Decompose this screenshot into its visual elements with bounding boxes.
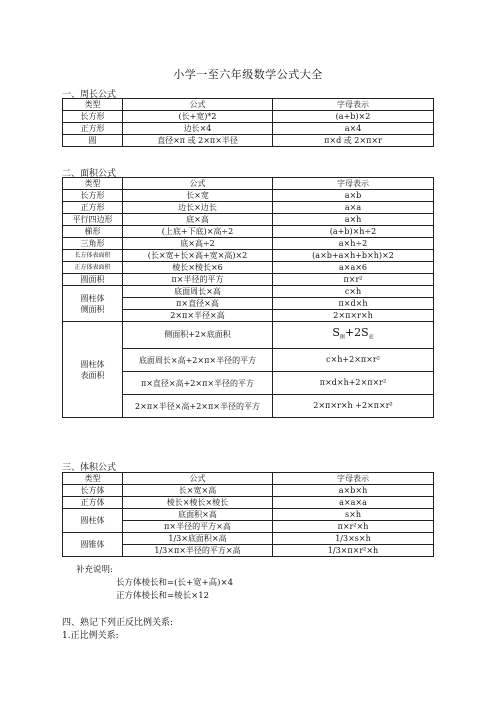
table-row <box>63 497 434 509</box>
cell-letters: s×h <box>273 509 434 521</box>
letters-part: S <box>332 325 340 339</box>
header-letters: 字母表示 <box>273 473 434 485</box>
section-heading-relations: 四、熟记下列正反比例关系: <box>62 618 174 628</box>
cell-letters: a×b×h <box>273 485 434 497</box>
cell-formula: π×直径×高+2×π×半径的平方 <box>123 372 273 395</box>
table-row <box>63 286 434 298</box>
section-heading-volume: 三、体积公式 <box>62 463 117 473</box>
cell-formula: π×半径的平方 <box>123 274 273 286</box>
cell-letters: 1/3×s×h <box>273 533 434 545</box>
cell-letters: π×r² <box>273 274 434 286</box>
cell-letters: c×h <box>273 286 434 298</box>
cell-letters: (a+b)×h÷2 <box>273 226 434 238</box>
table-row <box>63 226 434 238</box>
perimeter-table <box>62 98 434 147</box>
letters-sub: 侧 <box>339 334 345 341</box>
table-row <box>63 190 434 202</box>
cell-type: 长方体 <box>63 485 123 497</box>
cell-letters: (a×b+a×h+b×h)×2 <box>273 250 434 262</box>
cell-formula: 侧面积+2×底面积 <box>123 322 273 349</box>
cell-type: 梯形 <box>63 226 123 238</box>
section-heading-area: 二、面积公式 <box>62 169 117 179</box>
table-row <box>63 262 434 274</box>
table-row <box>63 533 434 545</box>
header-formula: 公式 <box>123 473 273 485</box>
cell-letters: a×a <box>273 202 434 214</box>
cell-formula: 边长×边长 <box>123 202 273 214</box>
cell-type-cylinder-side <box>63 286 123 322</box>
cell-formula: π×半径的平方×高 <box>123 521 273 533</box>
cell-type: 正方体 <box>63 497 123 509</box>
cell-formula: 直径×π 或 2×π×半径 <box>123 135 273 147</box>
cell-letters: a×a×6 <box>273 262 434 274</box>
cell-formula: 长×宽×高 <box>123 485 273 497</box>
table-header-row <box>63 473 434 485</box>
cell-formula: (长×宽+长×高+宽×高)×2 <box>123 250 273 262</box>
header-formula: 公式 <box>123 99 273 111</box>
cell-type: 圆面积 <box>63 274 123 286</box>
cell-formula: (长+宽)*2 <box>123 111 273 123</box>
header-formula: 公式 <box>123 178 273 190</box>
letters-part: +2S <box>344 325 369 339</box>
volume-table <box>62 472 434 557</box>
cell-type: 长方形 <box>63 111 123 123</box>
cell-letters: π×d 或 2×π×r <box>273 135 434 147</box>
table-header-row <box>63 99 434 111</box>
notes-line: 长方体棱长和=(长+宽+高)×4 <box>116 578 234 588</box>
cell-type-line: 侧面积 <box>80 304 105 314</box>
cell-letters: a×b <box>273 190 434 202</box>
table-row <box>63 135 434 147</box>
cell-letters: π×d×h <box>273 298 434 310</box>
header-letters: 字母表示 <box>273 178 434 190</box>
cell-formula: 棱长×棱长×棱长 <box>123 497 273 509</box>
cell-letters: a×4 <box>273 123 434 135</box>
cell-formula: 2×π×半径×高 <box>123 310 273 322</box>
cell-formula: 底×高÷2 <box>123 238 273 250</box>
cell-letters: 2×π×r×h +2×π×r² <box>273 395 434 418</box>
cell-type: 正方形 <box>63 123 123 135</box>
header-type: 类型 <box>63 178 123 190</box>
proportion-subheading: 1.正比例关系: <box>62 631 119 641</box>
cell-type: 长方形 <box>63 190 123 202</box>
table-row <box>63 214 434 226</box>
cell-formula: 长×宽 <box>123 190 273 202</box>
cell-formula: (上底+下底)×高÷2 <box>123 226 273 238</box>
header-type: 类型 <box>63 473 123 485</box>
cell-formula: 1/3×π×半径的平方×高 <box>123 545 273 557</box>
cell-type-cylinder: 圆柱体 <box>63 509 123 533</box>
cell-type: 圆 <box>63 135 123 147</box>
table-row <box>63 322 434 349</box>
table-row <box>63 123 434 135</box>
cell-formula: 边长×4 <box>123 123 273 135</box>
section-heading-perimeter: 一、周长公式 <box>62 90 117 100</box>
cell-formula: 底面周长×高+2×π×半径的平方 <box>123 349 273 372</box>
cell-type: 正方体表面积 <box>63 262 123 274</box>
cell-formula: π×直径×高 <box>123 298 273 310</box>
area-table <box>62 177 434 418</box>
notes-heading: 补充说明: <box>76 565 113 575</box>
cell-letters: a×h÷2 <box>273 238 434 250</box>
table-row <box>63 509 434 521</box>
table-header-row <box>63 178 434 190</box>
page-title: 小学一至六年级数学公式大全 <box>173 68 323 81</box>
table-row <box>63 485 434 497</box>
cell-letters: π×d×h+2×π×r² <box>273 372 434 395</box>
cell-type-line: 圆柱体 <box>80 359 105 369</box>
cell-type: 平行四边形 <box>63 214 123 226</box>
table-row <box>63 111 434 123</box>
cell-type-line: 表面积 <box>80 370 105 380</box>
table-row <box>63 238 434 250</box>
cell-letters: a×h <box>273 214 434 226</box>
cell-type-cone: 圆锥体 <box>63 533 123 557</box>
cell-letters: 1/3×π×r²×h <box>273 545 434 557</box>
cell-letters: (a+b)×2 <box>273 111 434 123</box>
cell-type: 正方形 <box>63 202 123 214</box>
cell-type-cylinder-surface <box>63 322 123 418</box>
cell-letters <box>273 322 434 349</box>
cell-type-line: 圆柱体 <box>80 293 105 303</box>
cell-formula: 棱长×棱长×6 <box>123 262 273 274</box>
cell-formula: 底面周长×高 <box>123 286 273 298</box>
cell-formula: 底×高 <box>123 214 273 226</box>
header-letters: 字母表示 <box>273 99 434 111</box>
table-row <box>63 250 434 262</box>
cell-formula: 底面积×高 <box>123 509 273 521</box>
table-row <box>63 274 434 286</box>
cell-type: 三角形 <box>63 238 123 250</box>
cell-letters: π×r²×h <box>273 521 434 533</box>
header-type: 类型 <box>63 99 123 111</box>
cell-formula: 2×π×半径×高+2×π×半径的平方 <box>123 395 273 418</box>
cell-letters: c×h+2×π×r² <box>273 349 434 372</box>
letters-sub: 底 <box>368 334 374 341</box>
notes-line: 正方体棱长和=棱长×12 <box>116 591 210 601</box>
cell-type: 长方体表面积 <box>63 250 123 262</box>
cell-letters: a×a×a <box>273 497 434 509</box>
cell-formula: 1/3×底面积×高 <box>123 533 273 545</box>
cell-letters: 2×π×r×h <box>273 310 434 322</box>
table-row <box>63 202 434 214</box>
